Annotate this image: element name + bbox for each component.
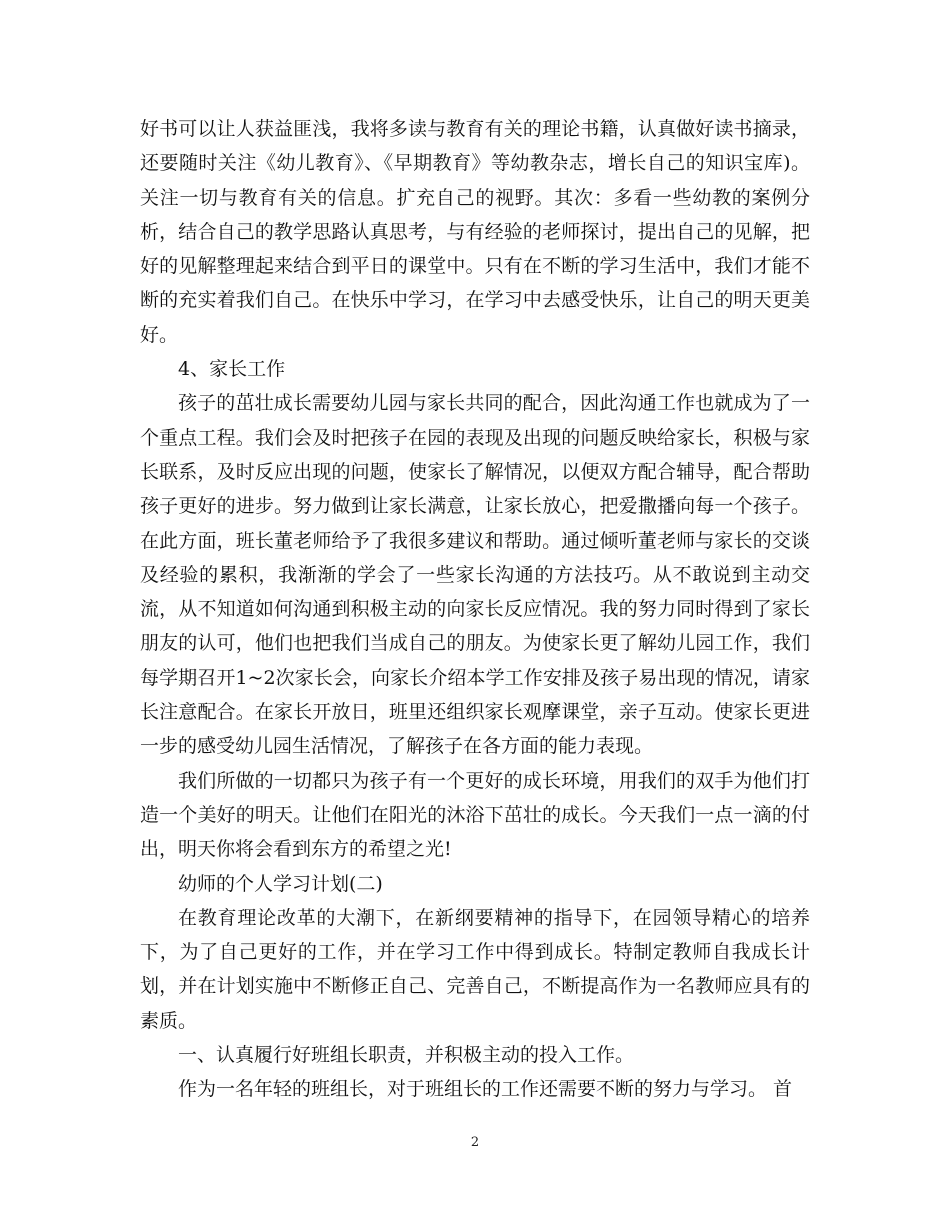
- heading-parent-work: 4、家长工作: [178, 358, 286, 381]
- paragraph-study-plan-intro: 在教育理论改革的大潮下，在新纲要精神的指导下，在园领导精心的培养下，为了自己更好的工作，并在学习工作中得到成长。特制定教师自我成长计划，并在计划实施中不断修正自己、完善自己，不断提高作为一名教师应具有的素质。: [140, 906, 810, 1032]
- page-number: 2: [470, 1135, 480, 1150]
- paragraph-team-leader-work: 作为一名年轻的班组长，对于班组长的工作还需要不断的努力与学习。 首: [178, 1078, 793, 1101]
- heading-study-plan-two: 幼师的个人学习计划(二): [178, 872, 383, 895]
- paragraph-parent-communication: 孩子的茁壮成长需要幼儿园与家长共同的配合，因此沟通工作也就成为了一个重点工程。我们会及时把孩子在园的表现及出现的问题反映给家长，积极与家长联系，及时反应出现的问题，使家长了解情况，以便双方配合辅导，配合帮助孩子更好的进步。努力做到让家长满意，让家长放心，把爱撒播向每一个孩子。在此方面，班长董老师给予了我很多建议和帮助。通过倾听董老师与家长的交谈及经验的累积，我渐渐的学会了一些家长沟通的方法技巧。从不敢说到主动交流，从不知道如何沟通到积极主动的向家长反应情况。我的努力同时得到了家长朋友的认可，他们也把我们当成自己的朋友。为使家长更了解幼儿园工作，我们每学期召开1~2次家长会，向家长介绍本学工作安排及孩子易出现的情况，请家长注意配合。在家长开放日，班里还组织家长观摩课堂，亲子互动。使家长更进一步的感受幼儿园生活情况，了解孩子在各方面的能力表现。: [140, 392, 810, 758]
- paragraph-reading-plan: 好书可以让人获益匪浅，我将多读与教育有关的理论书籍，认真做好读书摘录，还要随时关注《幼儿教育》、《早期教育》等幼教杂志，增长自己的知识宝库)。关注一切与教育有关的信息。扩充自己的视野。其次：多看一些幼教的案例分析，结合自己的教学思路认真思考，与有经验的老师探讨，提出自己的见解，把好的见解整理起来结合到平日的课堂中。只有在不断的学习生活中，我们才能不断的充实着我们自己。在快乐中学习，在学习中去感受快乐，让自己的明天更美好。: [140, 118, 810, 346]
- heading-team-leader-duty: 一、认真履行好班组长职责，并积极主动的投入工作。: [178, 1044, 635, 1067]
- document-body: [140, 112, 810, 1107]
- paragraph-closing-hope: 我们所做的一切都只为孩子有一个更好的成长环境，用我们的双手为他们打造一个美好的明天。让他们在阳光的沐浴下茁壮的成长。今天我们一点一滴的付出，明天你将会看到东方的希望之光!: [140, 769, 810, 861]
